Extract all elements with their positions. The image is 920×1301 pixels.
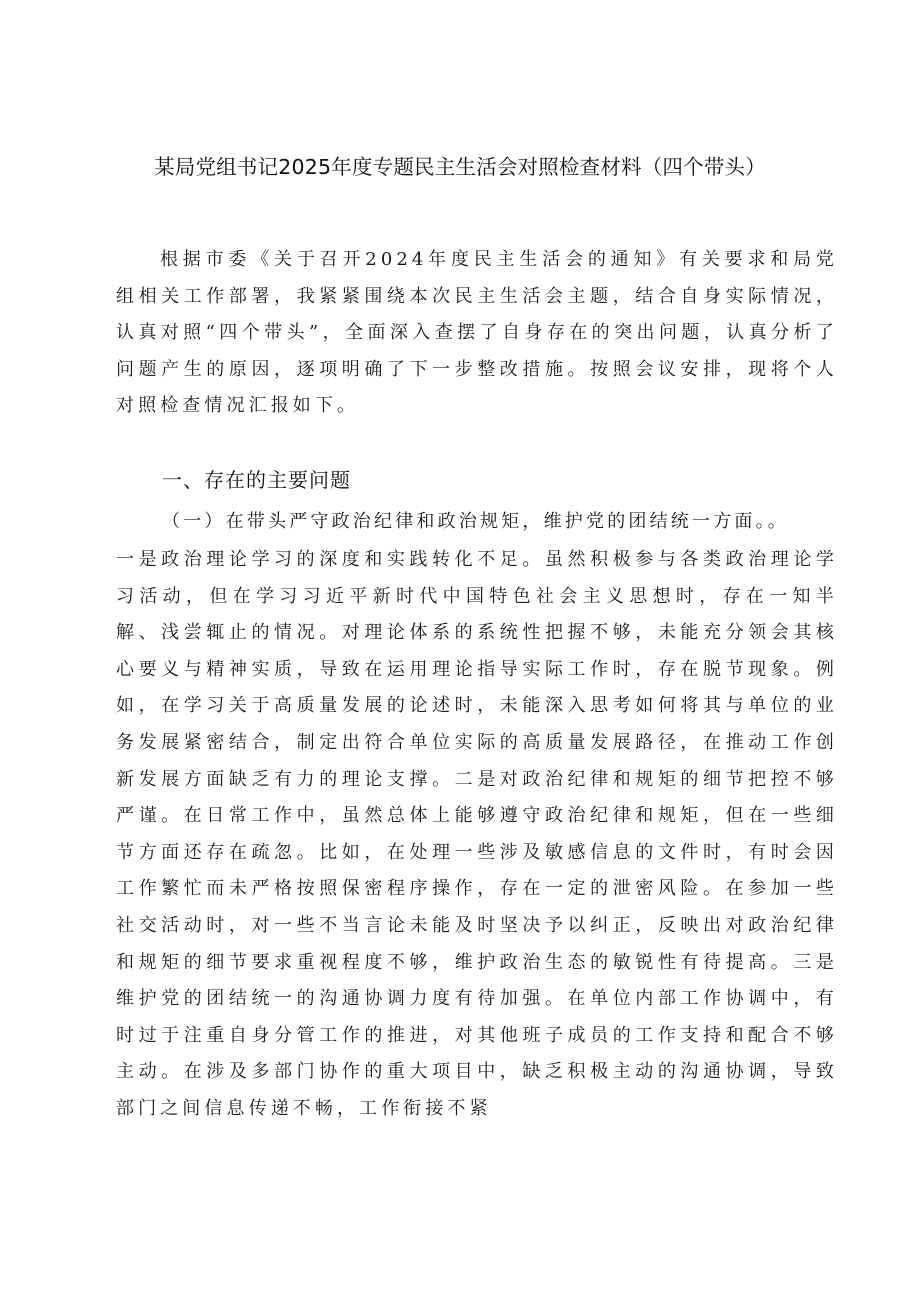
document-title: 某局党组书记2025年度专题民主生活会对照检查材料（四个带头） <box>154 155 766 179</box>
section-heading: 一、存在的主要问题 <box>162 468 351 492</box>
intro-paragraph: 根据市委《关于召开2024年度民主生活会的通知》有关要求和局党组相关工作部署，我紧紧围绕本次民主生活会主题，结合自身实际情况，认真对照“四个带头”，全面深入查摆了自身存在的突出问题，认真分析了问题产生的原因，逐项明确了下一步整改措施。按照会议安排，现将个人对照检查情况汇报如下。 <box>116 249 838 417</box>
subsection-body: 一是政治理论学习的深度和实践转化不足。虽然积极参与各类政治理论学习活动，但在学习习近平新时代中国特色社会主义思想时，存在一知半解、浅尝辄止的情况。对理论体系的系统性把握不够，未能充分领会其核心要义与精神实质，导致在运用理论指导实际工作时，存在脱节现象。例如，在学习关于高质量发展的论述时，未能深入思考如何将其与单位的业务发展紧密结合，制定出符合单位实际的高质量发展路径，在推动工作创新发展方面缺乏有力的理论支撑。二是对政治纪律和规矩的细节把控不够严谨。在日常工作中，虽然总体上能够遵守政治纪律和规矩，但在一些细节方面还存在疏忽。比如，在处理一些涉及敏感信息的文件时，有时会因工作繁忙而未严格按照保密程序操作，存在一定的泄密风险。在参加一些社交活动时，对一些不当言论未能及时坚决予以纠正，反映出对政治纪律和规矩的细节要求重视程度不够，维护政治生态的敏锐性有待提高。三是维护党的团结统一的沟通协调力度有待加强。在单位内部工作协调中，有时过于注重自身分管工作的推进，对其他班子成员的工作支持和配合不够主动。在涉及多部门协作的重大项目中，缺乏积极主动的沟通协调，导致部门之间信息传递不畅，工作衔接不紧 <box>116 549 838 1119</box>
subsection-heading: （一）在带头严守政治纪律和政治规矩，维护党的团结统一方面。。 <box>162 511 789 532</box>
